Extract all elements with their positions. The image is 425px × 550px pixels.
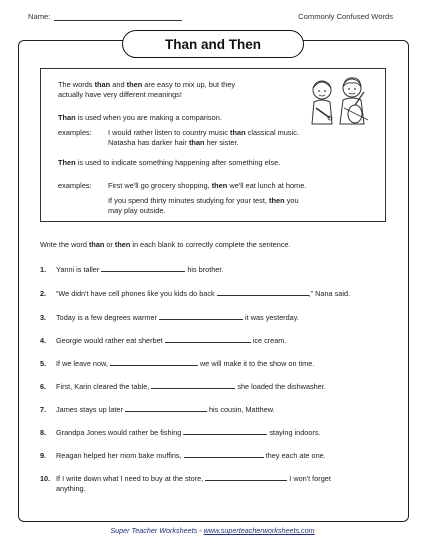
question-7: 7. James stays up later his cousin, Matthew. [40, 405, 275, 414]
answer-blank-9[interactable] [184, 451, 264, 458]
topic-label: Commonly Confused Words [298, 12, 393, 21]
question-4: 4. Georgie would rather eat sherbet ice cream. [40, 336, 287, 345]
answer-blank-7[interactable] [125, 405, 207, 412]
examples-label-then: examples: [58, 181, 92, 190]
answer-blank-8[interactable] [183, 428, 267, 435]
question-1: 1. Yanni is taller his brother. [40, 265, 224, 274]
answer-blank-10[interactable] [205, 474, 287, 481]
intro-text: The words than and then are easy to mix up, but they actually have very different meanings! [58, 80, 236, 99]
question-10: 10. If I write down what I need to buy at the store, I won't forget anything. [40, 474, 331, 493]
then-example-1: First we'll go grocery shopping, then we'll eat lunch at home. [108, 181, 307, 190]
answer-blank-3[interactable] [159, 313, 243, 320]
than-definition: Than is used when you are making a comparison. [58, 113, 222, 122]
instructions: Write the word than or then in each blank to correctly complete the sentence. [40, 240, 291, 249]
question-8: 8. Grandpa Jones would rather be fishing staying indoors. [40, 428, 321, 437]
footer-brand: Super Teacher Worksheets [110, 526, 198, 535]
question-2: 2. “We didn't have cell phones like you kids do back ,” Nana said. [40, 289, 351, 298]
answer-blank-4[interactable] [165, 336, 251, 343]
answer-blank-6[interactable] [151, 382, 235, 389]
answer-blank-2[interactable] [217, 289, 309, 296]
name-blank[interactable] [54, 13, 182, 21]
than-examples: I would rather listen to country music than classical music. Natasha has darker hair than her sister. [108, 128, 299, 147]
footer: Super Teacher Worksheets - www.superteacherworksheets.com [110, 526, 315, 535]
answer-blank-5[interactable] [110, 359, 198, 366]
answer-blank-1[interactable] [101, 265, 185, 272]
question-5: 5. If we leave now, we will make it to the show on time. [40, 359, 315, 368]
name-label: Name: [28, 12, 51, 21]
kids-playing-instruments-illustration [300, 74, 376, 132]
footer-link[interactable]: www.superteacherworksheets.com [203, 526, 315, 535]
question-6: 6. First, Karin cleared the table, she loaded the dishwasher. [40, 382, 326, 391]
question-9: 9. Reagan helped her mom bake muffins, they each ate one. [40, 451, 326, 460]
page-title: Than and Then [122, 30, 304, 58]
question-3: 3. Today is a few degrees warmer it was yesterday. [40, 313, 299, 322]
then-example-2: If you spend thirty minutes studying for your test, then you may play outside. [108, 196, 299, 215]
name-field [28, 12, 182, 21]
examples-label-than: examples: [58, 128, 92, 137]
then-definition: Then is used to indicate something happening after something else. [58, 158, 281, 167]
